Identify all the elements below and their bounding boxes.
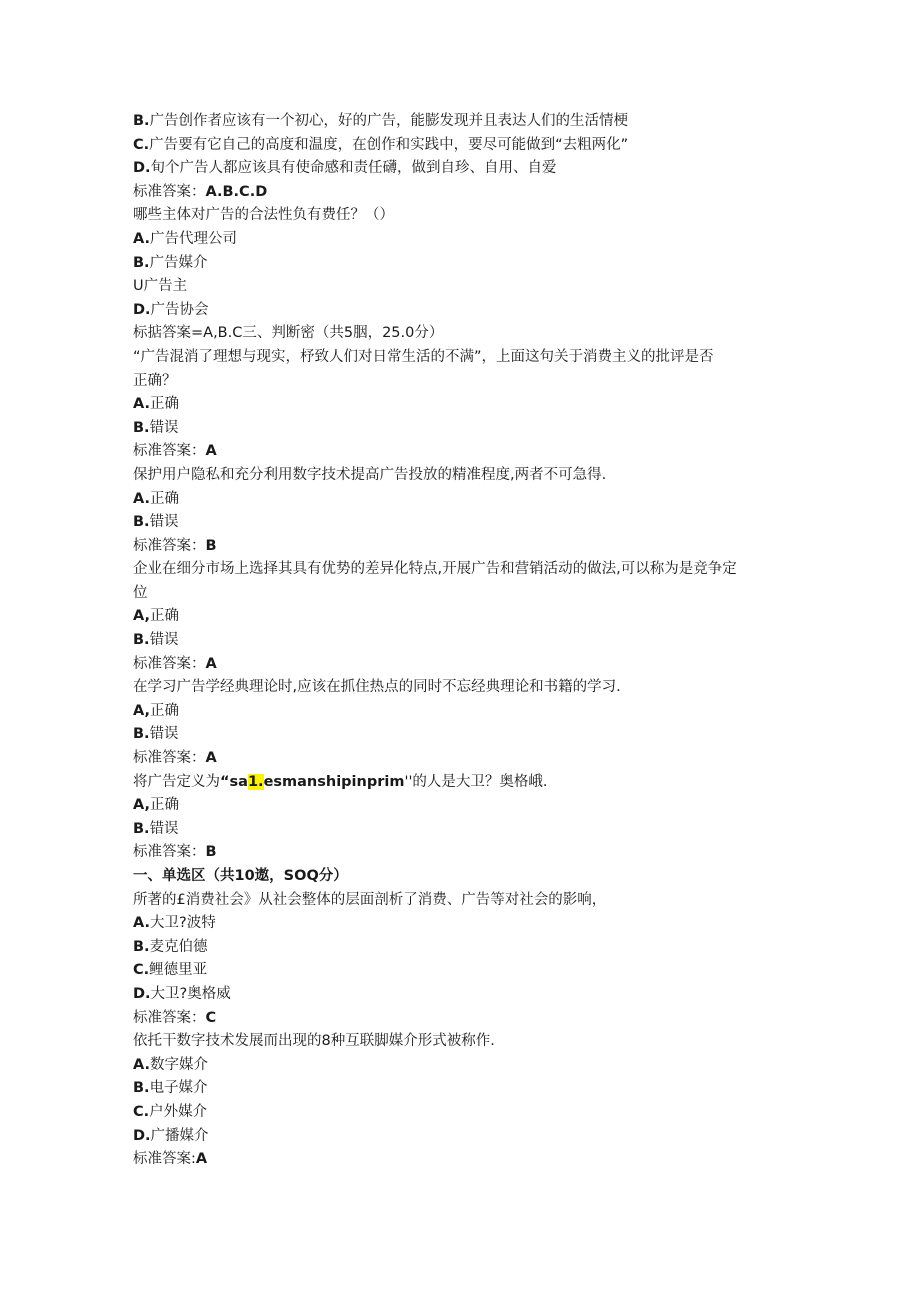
option-line xyxy=(133,417,793,441)
option-letter: A, xyxy=(133,702,150,719)
option-text: 正确 xyxy=(150,702,179,719)
option-letter: A. xyxy=(133,490,150,507)
option-text: 大卫?奥格威 xyxy=(150,985,231,1002)
option-letter: D. xyxy=(133,301,151,318)
option-text: 广告媒介 xyxy=(149,254,208,271)
answer-value: C xyxy=(205,1009,217,1026)
question-text: 哪些主体对广告的合法性负有费任？（） xyxy=(133,207,394,224)
option-text: U广告主 xyxy=(133,278,188,295)
option-text: 鲤德里亚 xyxy=(149,962,208,979)
answer-value: A xyxy=(205,443,217,460)
option-line xyxy=(133,629,793,653)
option-letter: C. xyxy=(133,136,150,153)
highlighted-text: 1. xyxy=(247,773,264,790)
option-line xyxy=(133,723,793,747)
question-text: 依托干数字技术发展而出现的8种互联脚媒介形式被称作. xyxy=(133,1033,495,1050)
answer-line xyxy=(133,181,793,205)
option-letter: A. xyxy=(133,230,150,247)
option-text: 错误 xyxy=(149,632,179,649)
answer-label: 标准答案： xyxy=(133,537,206,554)
question-line xyxy=(133,370,793,394)
option-letter: D. xyxy=(133,1127,151,1144)
answer-line xyxy=(133,1148,793,1172)
option-line xyxy=(133,818,793,842)
section-heading xyxy=(133,322,793,346)
section-heading xyxy=(133,865,793,889)
answer-label: 标准答案： xyxy=(133,1009,206,1026)
answer-value: B xyxy=(205,537,217,554)
answer-label: 标准答案： xyxy=(133,844,206,861)
option-letter: B. xyxy=(133,419,150,436)
option-text: 广告创作者应该有一个初心，好的广告，能膨发现并且表达人们的生活情梗 xyxy=(149,113,629,129)
option-text: 麦克伯德 xyxy=(149,938,208,955)
answer-line xyxy=(133,747,793,771)
option-letter: D. xyxy=(133,160,151,177)
question-text: 位 xyxy=(133,584,148,601)
question-line xyxy=(133,558,793,582)
answer-value: A.B.C.D xyxy=(205,183,268,200)
option-text: 正确 xyxy=(150,797,179,814)
option-line xyxy=(133,157,793,181)
option-line xyxy=(133,1125,793,1149)
answer-label: 标准答案： xyxy=(133,655,206,672)
option-letter: D. xyxy=(133,985,151,1002)
option-line xyxy=(133,1101,793,1125)
question-text: 正确？ xyxy=(133,372,177,389)
option-line xyxy=(133,700,793,724)
option-text: 错误 xyxy=(149,726,179,743)
option-letter: B. xyxy=(133,938,150,955)
answer-value: B xyxy=(205,844,217,861)
answer-label: 标准答案: xyxy=(133,1151,196,1168)
question-line xyxy=(133,346,793,370)
option-letter: A. xyxy=(133,915,150,932)
answer-line xyxy=(133,535,793,559)
answer-value: A xyxy=(195,1151,208,1168)
option-letter: B. xyxy=(133,514,150,531)
option-line xyxy=(133,959,793,983)
option-letter: B. xyxy=(133,820,150,837)
option-text: 正确 xyxy=(150,608,179,625)
question-line xyxy=(133,582,793,606)
option-line xyxy=(133,936,793,960)
answer-line xyxy=(133,841,793,865)
section-heading-text: 标掂答案=A,B.C三、判断密（共5胭，25.0分） xyxy=(133,325,444,342)
option-letter: C. xyxy=(133,962,150,979)
option-text: 错误 xyxy=(149,820,179,837)
question-line xyxy=(133,1030,793,1054)
option-line xyxy=(133,110,793,134)
question-text-end: ''的人是大卫？奥格峨. xyxy=(404,773,548,790)
answer-value: A xyxy=(205,750,217,767)
answer-label: 标准答案： xyxy=(133,443,206,460)
question-line xyxy=(133,889,793,913)
option-line xyxy=(133,605,793,629)
section-heading-text: 一、单选区（共10遨，SOQ分） xyxy=(133,868,348,884)
option-text: 广告代理公司 xyxy=(150,230,237,247)
question-line-salesmanship xyxy=(133,771,793,795)
option-line xyxy=(133,794,793,818)
option-text: 广播媒介 xyxy=(150,1127,209,1144)
option-letter: B. xyxy=(133,1080,150,1097)
option-letter: B. xyxy=(133,726,150,743)
option-letter: B. xyxy=(133,113,150,129)
option-line xyxy=(133,252,793,276)
option-line xyxy=(133,393,793,417)
option-letter: A. xyxy=(133,396,150,413)
option-letter: A, xyxy=(133,797,150,814)
option-text: 电子媒介 xyxy=(149,1080,208,1097)
question-line xyxy=(133,676,793,700)
option-line xyxy=(133,488,793,512)
question-text: 保护用户隐私和充分利用数字技术提高广告投放的精准程度,两者不可急得. xyxy=(133,466,607,483)
option-text: 旬个广告人都应该具有使命感和责任礴，做到自珍、自用、自爱 xyxy=(150,160,557,177)
quoted-term-rest: esmanshipinprim xyxy=(263,773,405,790)
quoted-term-start: “sa xyxy=(220,773,248,790)
option-letter: A. xyxy=(133,1056,150,1073)
option-text: 正确 xyxy=(150,396,179,413)
option-text: 广告要有它自己的高度和温度，在创作和实践中，要尽可能做到“去粗两化” xyxy=(149,136,629,153)
option-line xyxy=(133,1054,793,1078)
question-line xyxy=(133,204,793,228)
answer-line xyxy=(133,1007,793,1031)
option-line xyxy=(133,299,793,323)
answer-label: 标准答案： xyxy=(133,750,206,767)
option-text: 错误 xyxy=(149,419,179,436)
question-text: 所著的£消费社会》从社会整体的层面剖析了消费、广告等对社会的影响， xyxy=(133,891,607,908)
answer-label: 标准答案： xyxy=(133,183,206,200)
question-line xyxy=(133,464,793,488)
answer-value: A xyxy=(205,655,217,672)
option-text: 广告协会 xyxy=(150,301,209,318)
answer-line xyxy=(133,653,793,677)
question-text: “广告混消了理想与现实，杼致人们对日常生活的不满”，上面这句关于消费主义的批评是否 xyxy=(133,348,714,365)
document-body xyxy=(133,110,793,1172)
question-text: 在学习广告学经典理论时,应该在抓住热点的同时不忘经典理论和书籍的学习. xyxy=(133,679,621,696)
option-line xyxy=(133,1077,793,1101)
question-text: 企业在细分市场上选择其具有优势的差异化特点,开展广告和营销活动的做法,可以称为是竞争定 xyxy=(133,561,737,578)
option-text: 错误 xyxy=(149,514,179,531)
question-text: 将广告定义为 xyxy=(133,773,220,790)
option-text: 户外媒介 xyxy=(149,1103,208,1120)
option-letter: B. xyxy=(133,254,150,271)
answer-line xyxy=(133,440,793,464)
option-line xyxy=(133,511,793,535)
option-line xyxy=(133,983,793,1007)
option-line xyxy=(133,134,793,158)
option-line xyxy=(133,912,793,936)
option-text: 正确 xyxy=(150,490,179,507)
option-text: 数字媒介 xyxy=(150,1056,208,1073)
option-text: 大卫?波特 xyxy=(150,915,216,932)
option-letter: C. xyxy=(133,1103,150,1120)
option-line xyxy=(133,228,793,252)
option-letter: A, xyxy=(133,608,150,625)
option-letter: B. xyxy=(133,632,150,649)
option-line xyxy=(133,275,793,299)
